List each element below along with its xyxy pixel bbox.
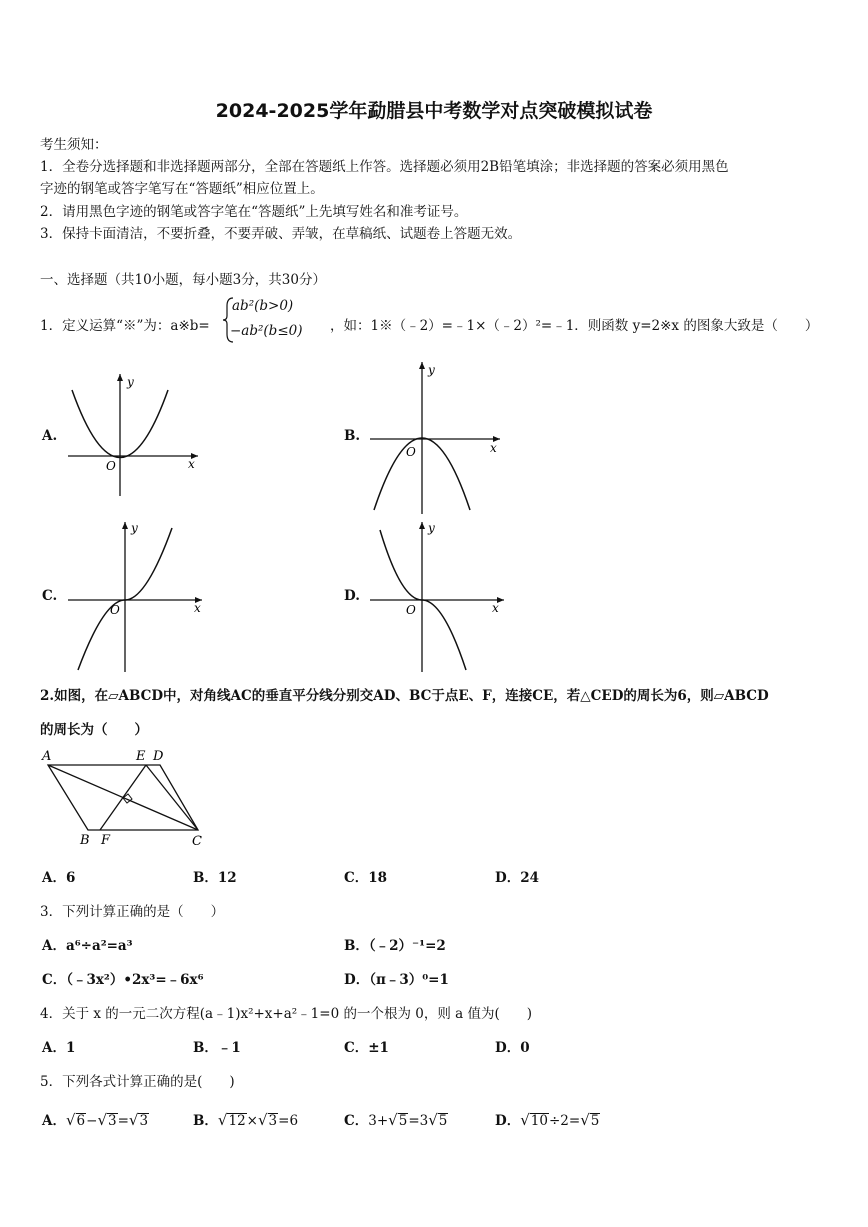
notice-item-1: 1．全卷分选择题和非选择题两部分，全部在答题纸上作答。选择题必须用2B铅笔填涂；非选择题的答案必须用黑色 [40,159,729,175]
notice-item-1-cont: 字迹的钢笔或答字笔写在“答题纸”相应位置上。 [40,181,324,197]
radicand: 3 [268,1113,278,1129]
point-b: B [80,833,90,848]
q1-option-d-label: D. [344,588,360,604]
radicand: 6 [76,1113,86,1129]
point-c: C [192,834,202,849]
q1-graph-c [64,518,209,674]
q3-option-c: C．（﹣3x²）•2x³=﹣6x⁶ [42,972,204,988]
q1-case-2: −ab²(b≤0) [230,323,303,339]
q1-prefix: 1．定义运算“※”为：a※b= [40,318,210,334]
radicand: 3 [108,1113,117,1129]
operator: × [246,1113,258,1129]
q1-option-c-label: C. [42,588,58,604]
origin-label: O [106,459,116,473]
axis-y-label: y [127,375,134,389]
q2-option-d: D．24 [495,870,539,886]
radicand: 5 [398,1113,408,1129]
radicand: 5 [590,1113,600,1129]
q3-option-a: A．a⁶÷a²=a³ [42,938,133,954]
q4-option-b: B．﹣1 [193,1040,241,1056]
q2-parallelogram-figure [38,745,213,850]
section-heading: 一、选择题（共10小题，每小题3分，共30分） [40,272,326,288]
axis-y-label: y [428,363,435,377]
notice-item-3: 3．保持卡面清洁，不要折叠，不要弄破、弄皱，在草稿纸、试题卷上答题无效。 [40,226,522,242]
radicand: 12 [228,1113,246,1129]
q1-option-a-label: A. [42,428,58,444]
q1-graph-a [64,370,204,500]
operator: − [86,1113,98,1129]
axis-x-label: x [490,441,497,455]
q3-option-d: D．（π﹣3）⁰=1 [344,972,449,988]
q5-option-a-label: A． [42,1113,66,1129]
q3-option-b: B．（﹣2）⁻¹=2 [344,938,446,954]
notice-heading: 考生须知： [40,137,108,153]
q1-suffix: ，如：1※（﹣2）=﹣1×（﹣2）²=﹣1．则函数 y=2※x 的图象大致是（ ） [330,318,819,334]
q2-option-c: C．18 [344,870,388,886]
axis-x-label: x [194,601,201,615]
origin-label: O [406,445,416,459]
q2-stem-line-2: 的周长为（ ） [40,722,148,738]
q5-option-c-label: C． [344,1113,369,1129]
equals: = [117,1113,129,1129]
q5-stem: 5．下列各式计算正确的是( ) [40,1074,235,1090]
radicand: 3 [139,1113,149,1129]
q5-option-d: D．√10÷2=√5 [495,1111,600,1129]
q4-option-c: C．±1 [344,1040,389,1056]
radicand: 10 [530,1113,548,1129]
term: 3+ [368,1113,389,1129]
notice-item-2: 2．请用黑色字迹的钢笔或答字笔在“答题纸”上先填写姓名和准考证号。 [40,204,468,220]
axis-y-label: y [131,521,138,535]
operator: ÷2= [548,1113,581,1129]
origin-label: O [110,603,120,617]
axis-x-label: x [492,601,499,615]
q5-option-b-label: B． [193,1113,218,1129]
q4-option-d: D．0 [495,1040,530,1056]
q5-option-c: C．3+√5=3√5 [344,1111,448,1129]
point-e: E [136,749,146,764]
q1-graph-b [366,358,506,516]
point-a: A [42,749,52,764]
q4-stem: 4．关于 x 的一元二次方程(a﹣1)x²+x+a²﹣1=0 的一个根为 0，则 a 值为( ) [40,1006,533,1022]
result: =6 [278,1113,299,1129]
equals: =3 [408,1113,429,1129]
page-title: 2024-2025学年勐腊县中考数学对点突破模拟试卷 [215,100,653,122]
origin-label: O [406,603,416,617]
q4-option-a: A．1 [42,1040,76,1056]
radicand: 5 [438,1113,448,1129]
q2-option-b: B．12 [193,870,237,886]
q1-option-b-label: B. [344,428,361,444]
q1-case-1: ab²(b>0) [232,298,294,314]
q3-stem: 3．下列计算正确的是（ ） [40,904,225,920]
axis-x-label: x [188,457,195,471]
q1-graph-d [366,518,511,674]
point-f: F [101,833,111,848]
axis-y-label: y [428,521,435,535]
q2-stem-line-1: 2.如图，在▱ABCD中，对角线AC的垂直平分线分别交AD、BC于点E、F，连接CE，若△CED的周长为6，则▱ABCD [40,688,769,704]
q5-option-d-label: D． [495,1113,521,1129]
point-d: D [153,749,164,764]
q5-option-a: A．√6−√3=√3 [42,1111,149,1129]
q2-option-a: A．6 [42,870,76,886]
q5-option-b: B．√12×√3=6 [193,1111,299,1129]
